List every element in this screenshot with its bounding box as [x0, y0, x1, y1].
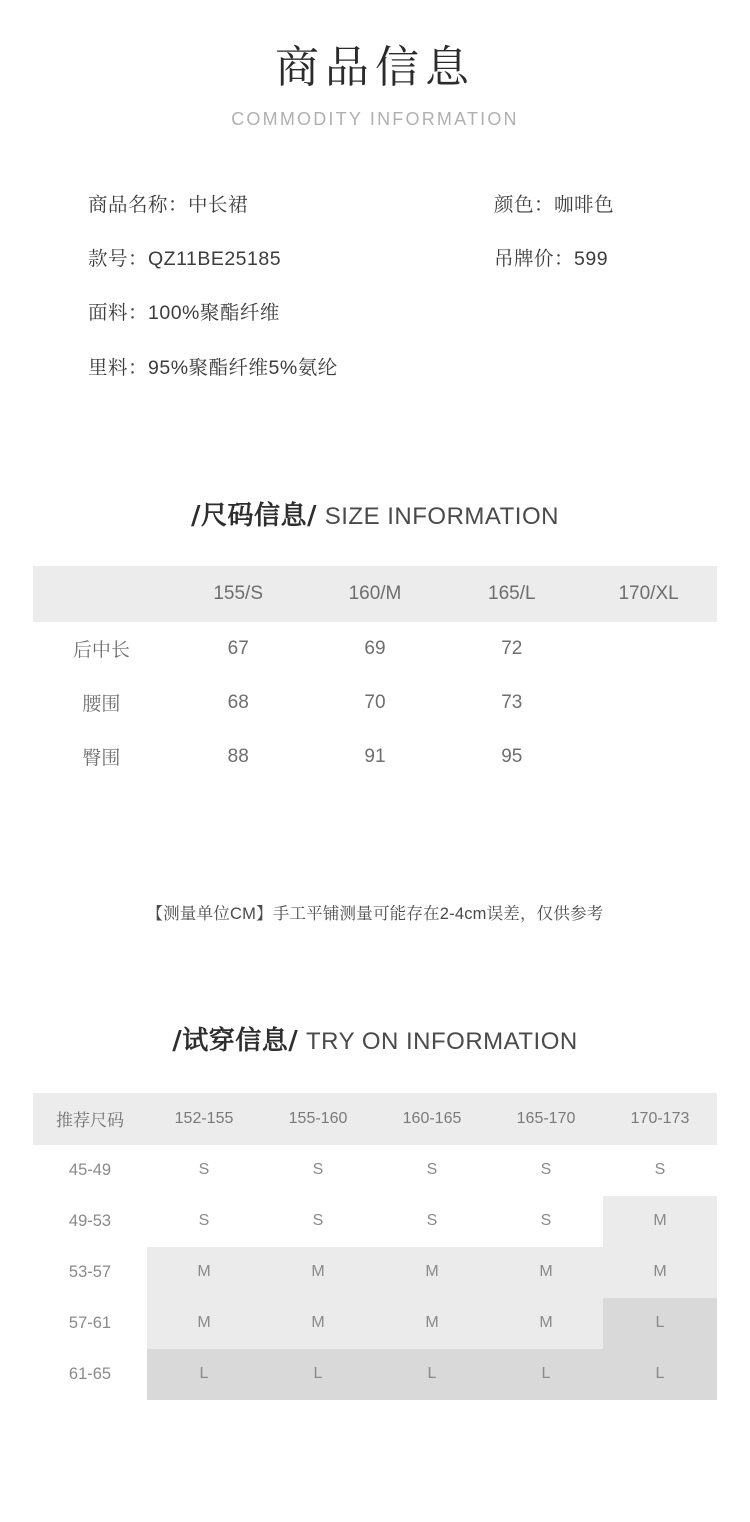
- commodity-lining: 里料：95%聚酯纤维5%氨纶: [88, 356, 338, 379]
- table-row: [33, 1196, 717, 1247]
- size-row-label: 臀围: [82, 748, 121, 770]
- page-header: [0, 0, 750, 130]
- tryon-cell: M: [375, 1247, 489, 1298]
- tryon-cell: M: [261, 1298, 375, 1349]
- size-cell: 91: [364, 745, 386, 767]
- size-cell: [580, 730, 717, 784]
- table-row: [33, 676, 717, 730]
- size-cell: 73: [501, 691, 523, 713]
- tryon-cell: L: [603, 1349, 717, 1400]
- size-row-label: 后中长: [72, 640, 130, 662]
- size-cell: [580, 676, 717, 730]
- spacer: [0, 409, 750, 495]
- commodity-info-row: [88, 300, 662, 327]
- tryon-corner-label: 推荐尺码: [56, 1111, 124, 1131]
- page-title: 商品信息: [275, 42, 475, 93]
- tryon-col-170-173: 170-173: [630, 1109, 690, 1127]
- tryon-row-label: 49-53: [68, 1211, 112, 1230]
- size-cell: [580, 622, 717, 676]
- commodity-info-row: [88, 192, 662, 219]
- tryon-cell: L: [489, 1349, 603, 1400]
- tryon-cell: L: [603, 1298, 717, 1349]
- table-row: [33, 622, 717, 676]
- tryon-cell: M: [375, 1298, 489, 1349]
- commodity-color: 颜色：咖啡色: [494, 193, 615, 216]
- tryon-section-title-en: TRY ON INFORMATION: [306, 1027, 578, 1055]
- size-section-title-en: SIZE INFORMATION: [324, 502, 559, 530]
- tryon-table-wrap: [0, 1093, 750, 1400]
- tryon-section-title: [0, 1020, 750, 1057]
- tryon-cell: L: [147, 1349, 261, 1400]
- size-cell: 95: [501, 745, 523, 767]
- tryon-section-title-cn: /试穿信息/: [172, 1025, 299, 1056]
- tryon-row-label: 53-57: [68, 1262, 112, 1281]
- tryon-col-152-155: 152-155: [174, 1109, 234, 1127]
- tryon-row-label: 45-49: [68, 1160, 112, 1179]
- table-row: [33, 730, 717, 784]
- size-row-label: 腰围: [82, 694, 121, 716]
- table-row: [33, 1145, 717, 1196]
- tryon-cell: S: [147, 1196, 261, 1247]
- tryon-table: [33, 1093, 717, 1400]
- commodity-info-row: [88, 246, 662, 273]
- size-section-title-cn: /尺码信息/: [191, 500, 318, 531]
- size-table: [33, 566, 717, 784]
- tryon-cell: M: [147, 1247, 261, 1298]
- tryon-col-165-170: 165-170: [516, 1109, 576, 1127]
- size-table-corner: [33, 566, 170, 622]
- tryon-cell: M: [261, 1247, 375, 1298]
- spacer: [0, 784, 750, 880]
- size-table-wrap: [0, 566, 750, 784]
- tryon-col-160-165: 160-165: [402, 1109, 462, 1127]
- size-cell: 70: [364, 691, 386, 713]
- tryon-cell: L: [261, 1349, 375, 1400]
- commodity-info-block: [0, 192, 750, 382]
- tryon-cell: S: [261, 1196, 375, 1247]
- tryon-cell: M: [147, 1298, 261, 1349]
- size-table-head: [33, 566, 717, 622]
- commodity-name: 商品名称：中长裙: [88, 193, 249, 216]
- tryon-cell: S: [375, 1196, 489, 1247]
- size-table-col-155s: 155/S: [213, 582, 264, 604]
- table-row: [33, 1298, 717, 1349]
- spacer: [0, 924, 750, 1020]
- size-table-header-row: [33, 566, 717, 622]
- tryon-cell: S: [489, 1145, 603, 1196]
- size-table-body: [33, 622, 717, 784]
- size-cell: 72: [501, 637, 523, 659]
- table-row: [33, 1349, 717, 1400]
- tryon-table-head: [33, 1093, 717, 1145]
- page-subtitle: COMMODITY INFORMATION: [231, 108, 519, 129]
- commodity-info-row: [88, 355, 662, 382]
- tryon-row-label: 61-65: [68, 1364, 112, 1383]
- tryon-cell: S: [375, 1145, 489, 1196]
- size-cell: 67: [227, 637, 249, 659]
- tryon-cell: M: [489, 1247, 603, 1298]
- tryon-row-label: 57-61: [68, 1313, 112, 1332]
- tryon-cell: S: [489, 1196, 603, 1247]
- size-cell: 69: [364, 637, 386, 659]
- tryon-col-155-160: 155-160: [288, 1109, 348, 1127]
- size-section-title: [0, 495, 750, 532]
- table-row: [33, 1247, 717, 1298]
- tryon-cell: S: [261, 1145, 375, 1196]
- commodity-fabric: 面料：100%聚酯纤维: [88, 302, 280, 325]
- tryon-cell: S: [603, 1145, 717, 1196]
- tryon-table-header-row: [33, 1093, 717, 1145]
- tryon-table-body: [33, 1145, 717, 1400]
- tryon-cell: S: [147, 1145, 261, 1196]
- size-table-col-160m: 160/M: [348, 582, 402, 604]
- size-table-col-170xl: 170/XL: [618, 582, 679, 604]
- tryon-cell: M: [603, 1247, 717, 1298]
- commodity-tag-price: 吊牌价：599: [494, 248, 609, 271]
- tryon-cell: M: [489, 1298, 603, 1349]
- tryon-cell: L: [375, 1349, 489, 1400]
- tryon-cell: M: [603, 1196, 717, 1247]
- size-table-col-165l: 165/L: [488, 582, 536, 604]
- commodity-style-no: 款号：QZ11BE25185: [88, 248, 282, 271]
- size-cell: 68: [227, 691, 249, 713]
- size-cell: 88: [227, 745, 249, 767]
- measurement-note: 【测量单位CM】手工平铺测量可能存在2-4cm误差，仅供参考: [146, 904, 604, 923]
